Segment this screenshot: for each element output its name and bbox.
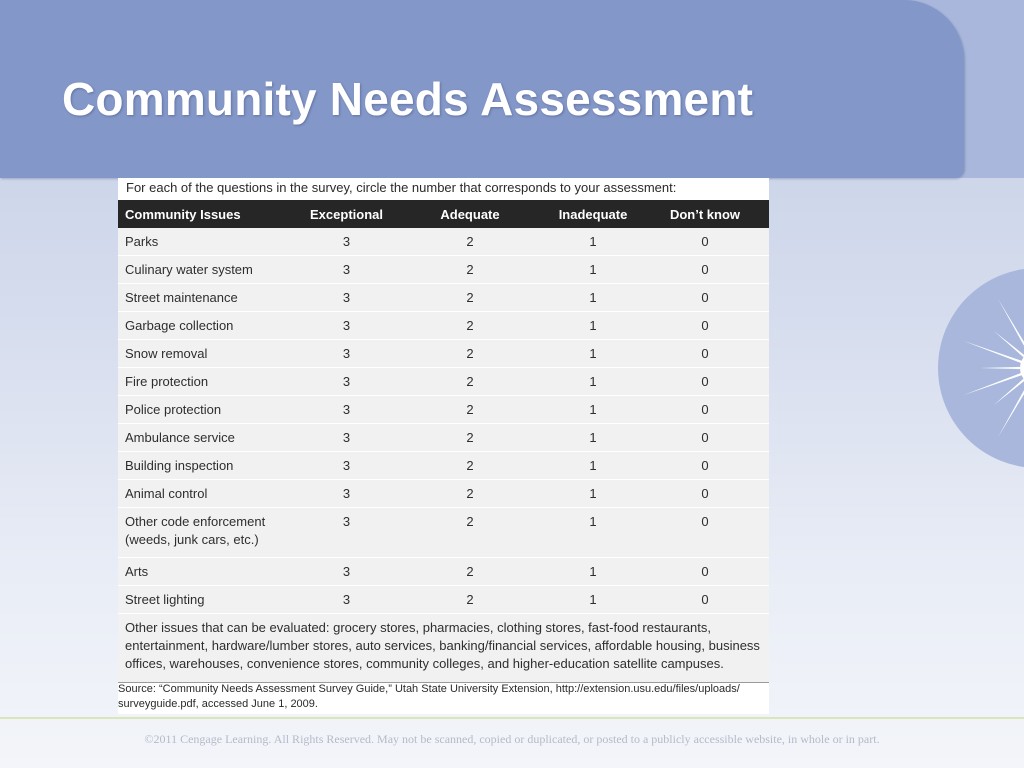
notes-row [118, 614, 769, 683]
rating-dont-know[interactable]: 0 [641, 558, 769, 586]
rating-exceptional[interactable]: 3 [298, 558, 395, 586]
rating-dont-know[interactable]: 0 [641, 340, 769, 368]
rating-adequate[interactable]: 2 [395, 312, 545, 340]
survey-table [118, 200, 769, 683]
rating-exceptional[interactable]: 3 [298, 396, 395, 424]
table-row [118, 340, 769, 368]
issue-name: Arts [118, 558, 298, 586]
rating-dont-know[interactable]: 0 [641, 256, 769, 284]
table-row [118, 586, 769, 614]
rating-inadequate[interactable]: 1 [545, 424, 641, 452]
rating-inadequate[interactable]: 1 [545, 256, 641, 284]
rating-dont-know[interactable]: 0 [641, 368, 769, 396]
rating-adequate[interactable]: 2 [395, 228, 545, 256]
rating-exceptional[interactable]: 3 [298, 424, 395, 452]
rating-adequate[interactable]: 2 [395, 558, 545, 586]
rating-adequate[interactable]: 2 [395, 480, 545, 508]
table-row [118, 452, 769, 480]
table-header-row [118, 200, 769, 228]
issue-name-line-2: (weeds, junk cars, etc.) [125, 532, 259, 547]
survey-card [118, 178, 769, 714]
rating-exceptional[interactable]: 3 [298, 284, 395, 312]
rating-inadequate[interactable]: 1 [545, 586, 641, 614]
rating-exceptional[interactable]: 3 [298, 508, 395, 558]
rating-inadequate[interactable]: 1 [545, 284, 641, 312]
header-dont-know: Don’t know [641, 200, 769, 228]
header-inadequate: Inadequate [545, 200, 641, 228]
rating-adequate[interactable]: 2 [395, 452, 545, 480]
table-row [118, 396, 769, 424]
issue-name: Culinary water system [118, 256, 298, 284]
note-line: Other issues that can be evaluated: grocery stores, pharmacies, clothing stores, fast-food restaurants, [125, 620, 712, 635]
footer-divider [0, 717, 1024, 719]
table-row [118, 508, 769, 558]
rating-dont-know[interactable]: 0 [641, 452, 769, 480]
issue-name: Police protection [118, 396, 298, 424]
issue-name: Street lighting [118, 586, 298, 614]
table-row [118, 256, 769, 284]
rating-dont-know[interactable]: 0 [641, 396, 769, 424]
note-line: entertainment, hardware/lumber stores, auto services, banking/financial services, affordable housing, business [125, 638, 760, 653]
issue-name: Animal control [118, 480, 298, 508]
rating-adequate[interactable]: 2 [395, 284, 545, 312]
table-row [118, 480, 769, 508]
rating-exceptional[interactable]: 3 [298, 340, 395, 368]
source-line: surveyguide.pdf, accessed June 1, 2009. [118, 698, 318, 710]
rating-dont-know[interactable]: 0 [641, 586, 769, 614]
rating-inadequate[interactable]: 1 [545, 340, 641, 368]
survey-instructions: For each of the questions in the survey, circle the number that corresponds to your assessment: [126, 180, 677, 195]
rating-adequate[interactable]: 2 [395, 340, 545, 368]
issue-name: Ambulance service [118, 424, 298, 452]
table-row [118, 368, 769, 396]
table-row [118, 424, 769, 452]
source-line: Source: “Community Needs Assessment Survey Guide,” Utah State University Extension, http://extension.usu.edu/files/uploads/ [118, 683, 740, 695]
header-community-issues: Community Issues [118, 200, 298, 228]
issue-name [118, 508, 298, 558]
rating-inadequate[interactable]: 1 [545, 228, 641, 256]
rating-dont-know[interactable]: 0 [641, 508, 769, 558]
other-issues-note [118, 614, 769, 683]
rating-dont-know[interactable]: 0 [641, 284, 769, 312]
rating-dont-know[interactable]: 0 [641, 312, 769, 340]
issue-name: Garbage collection [118, 312, 298, 340]
issue-name: Fire protection [118, 368, 298, 396]
rating-exceptional[interactable]: 3 [298, 228, 395, 256]
rating-adequate[interactable]: 2 [395, 424, 545, 452]
slide-title: Community Needs Assessment [62, 73, 754, 125]
rating-adequate[interactable]: 2 [395, 368, 545, 396]
rating-inadequate[interactable]: 1 [545, 368, 641, 396]
table-row [118, 558, 769, 586]
rating-exceptional[interactable]: 3 [298, 586, 395, 614]
rating-dont-know[interactable]: 0 [641, 480, 769, 508]
header-adequate: Adequate [395, 200, 545, 228]
rating-exceptional[interactable]: 3 [298, 480, 395, 508]
issue-name-line-1: Other code enforcement [125, 514, 266, 529]
rating-dont-know[interactable]: 0 [641, 228, 769, 256]
title-banner [0, 0, 964, 178]
rating-inadequate[interactable]: 1 [545, 558, 641, 586]
copyright-notice: ©2011 Cengage Learning. All Rights Reserved. May not be scanned, copied or duplicated, or posted to a publicly accessible website, in whole or in part. [144, 732, 880, 746]
rating-inadequate[interactable]: 1 [545, 452, 641, 480]
rating-inadequate[interactable]: 1 [545, 396, 641, 424]
rating-inadequate[interactable]: 1 [545, 480, 641, 508]
issue-name: Snow removal [118, 340, 298, 368]
rating-inadequate[interactable]: 1 [545, 508, 641, 558]
table-row [118, 312, 769, 340]
issue-name: Street maintenance [118, 284, 298, 312]
rating-inadequate[interactable]: 1 [545, 312, 641, 340]
table-row [118, 284, 769, 312]
rating-exceptional[interactable]: 3 [298, 452, 395, 480]
rating-exceptional[interactable]: 3 [298, 368, 395, 396]
header-exceptional: Exceptional [298, 200, 395, 228]
issue-name: Building inspection [118, 452, 298, 480]
rating-exceptional[interactable]: 3 [298, 312, 395, 340]
note-line: offices, warehouses, convenience stores, community colleges, and higher-education satellite campuses. [125, 656, 724, 671]
source-citation [118, 682, 740, 712]
issue-name: Parks [118, 228, 298, 256]
rating-adequate[interactable]: 2 [395, 396, 545, 424]
table-row [118, 228, 769, 256]
rating-dont-know[interactable]: 0 [641, 424, 769, 452]
rating-adequate[interactable]: 2 [395, 586, 545, 614]
sunburst-icon [938, 268, 1024, 468]
rating-adequate[interactable]: 2 [395, 508, 545, 558]
rating-adequate[interactable]: 2 [395, 256, 545, 284]
rating-exceptional[interactable]: 3 [298, 256, 395, 284]
